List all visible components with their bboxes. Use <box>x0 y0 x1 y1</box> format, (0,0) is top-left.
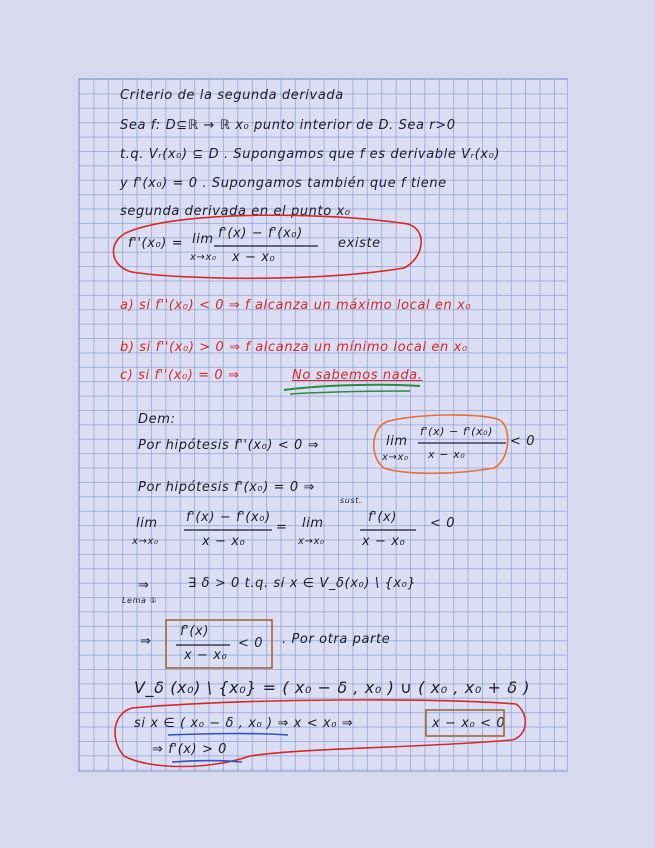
vdelta-union: V_δ (x₀) \ {x₀} = ( x₀ − δ , x₀ ) ∪ ( x₀ , x₀ + δ ) <box>134 678 531 697</box>
proof-hyp-1-lt: < 0 <box>510 434 536 449</box>
boxed-inequality: x − x₀ < 0 <box>432 716 506 731</box>
hypothesis-line-3: y f'(x₀) = 0 . Supongamos también que f tiene <box>120 176 447 191</box>
hypothesis-line-1: Sea f: D⊆ℝ → ℝ x₀ punto interior de D. Sea r>0 <box>120 118 456 133</box>
proof-hyp-1-den: x − x₀ <box>428 448 466 461</box>
boxed-frac-den: x − x₀ <box>184 648 228 663</box>
def-denominator: x − x₀ <box>232 250 276 265</box>
def-lim: lim <box>192 232 214 247</box>
case-c: c) si f''(x₀) = 0 ⇒ <box>120 368 240 383</box>
hypothesis-line-4: segunda derivada en el punto x₀ <box>120 204 351 219</box>
eq-num-1: f'(x) − f'(x₀) <box>186 510 271 525</box>
eq-lt: < 0 <box>430 516 456 531</box>
si-case: si x ∈ ( x₀ − δ , x₀ ) ⇒ x < x₀ ⇒ <box>134 716 354 731</box>
eq-den-2: x − x₀ <box>362 534 406 549</box>
eq-lim-1: lim <box>136 516 158 531</box>
eq-lim-1-sub: x→x₀ <box>132 536 159 547</box>
proof-heading: Dem: <box>138 412 176 427</box>
def-numerator: f'(x) − f'(x₀) <box>218 226 303 241</box>
eq-equals: = <box>276 520 288 535</box>
eq-den-1: x − x₀ <box>202 534 246 549</box>
hypothesis-line-2: t.q. Vᵣ(x₀) ⊆ D . Supongamos que f es derivable Vᵣ(x₀) <box>120 147 501 162</box>
exists-delta: ∃ δ > 0 t.q. si x ∈ V_δ(x₀) \ {x₀} <box>188 576 417 591</box>
final-implication: ⇒ f'(x) > 0 <box>152 742 228 757</box>
boxed-frac-lt: < 0 <box>238 636 264 651</box>
proof-hyp-2: Por hipótesis f'(x₀) = 0 ⇒ <box>138 480 315 495</box>
boxed-frac-num: f'(x) <box>180 624 209 639</box>
page-title: Criterio de la segunda derivada <box>120 88 344 103</box>
lema-note: Lema ① <box>122 596 158 605</box>
por-otra-parte: . Por otra parte <box>282 632 391 647</box>
case-b: b) si f''(x₀) > 0 ⇒ f alcanza un mínimo local en x₀ <box>120 340 468 355</box>
eq-lim-2-sub: x→x₀ <box>298 536 325 547</box>
proof-hyp-1: Por hipótesis f''(x₀) < 0 ⇒ <box>138 438 320 453</box>
case-a: a) si f''(x₀) < 0 ⇒ f alcanza un máximo local en x₀ <box>120 298 472 313</box>
def-lhs: f''(x₀) = <box>128 236 184 251</box>
eq-num-2: f'(x) <box>368 510 397 525</box>
implies-lema: ⇒ <box>138 578 150 593</box>
proof-hyp-1-num: f'(x) − f'(x₀) <box>420 425 493 438</box>
implies-2: ⇒ <box>140 634 152 649</box>
case-c-result: No sabemos nada. <box>292 368 423 383</box>
eq-lim-2: lim <box>302 516 324 531</box>
def-exists: existe <box>338 236 381 251</box>
def-lim-sub: x→x₀ <box>190 252 217 263</box>
sust-note: sust. <box>340 496 363 505</box>
proof-hyp-1-lim: lim <box>386 434 408 449</box>
proof-hyp-1-lim-sub: x→x₀ <box>382 452 409 463</box>
